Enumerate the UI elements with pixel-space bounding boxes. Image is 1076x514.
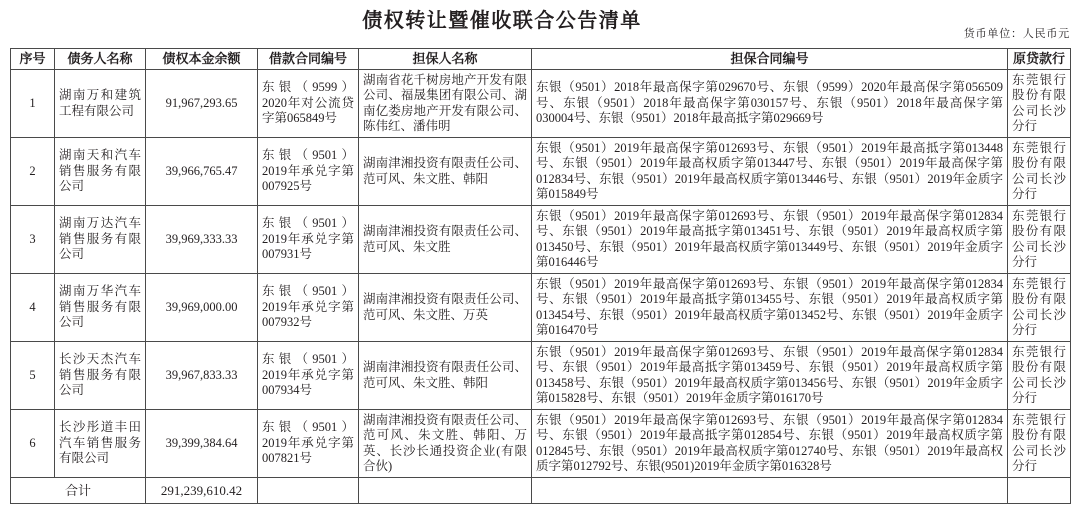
- guarantor-names: 湖南津湘投资有限责任公司、范可风、朱文胜、韩阳: [359, 138, 532, 206]
- guarantee-contract-numbers: 东银（9501）2019年最高保字第012693号、东银（9501）2019年最高抵字第013448号、东银（9501）2019年最高权质字第013447号、东银（9501）2019年最高保字第012834号、东银（9501）2019年最高权质字第013446号、东银（9501）2019年金质字第015849号: [532, 138, 1008, 206]
- original-lender: 东莞银行股份有限公司长沙分行: [1008, 206, 1071, 274]
- original-lender: 东莞银行股份有限公司长沙分行: [1008, 342, 1071, 410]
- row-number: 3: [11, 206, 55, 274]
- loan-contract-number: 东银（9501）2019年承兑字第007821号: [258, 410, 359, 478]
- column-header-loan-contract: 借款合同编号: [258, 49, 359, 70]
- guarantor-names: 湖南省花千树房地产开发有限公司、福晟集团有限公司、湖南亿娄房地产开发有限公司、陈伟红、潘伟明: [359, 70, 532, 138]
- principal-amount: 91,967,293.65: [146, 70, 258, 138]
- row-number: 2: [11, 138, 55, 206]
- currency-unit-note: 货币单位：人民币元: [963, 28, 1070, 40]
- principal-amount: 39,966,765.47: [146, 138, 258, 206]
- debtor-name: 湖南天和汽车销售服务有限公司: [55, 138, 146, 206]
- table-row: [11, 138, 1071, 206]
- empty-cell: [532, 478, 1008, 504]
- original-lender: 东莞银行股份有限公司长沙分行: [1008, 138, 1071, 206]
- guarantor-names: 湖南津湘投资有限责任公司、范可风、朱文胜、韩阳、万英、长沙长通投资企业(有限合伙): [359, 410, 532, 478]
- empty-cell: [1008, 478, 1071, 504]
- guarantee-contract-numbers: 东银（9501）2019年最高保字第012693号、东银（9501）2019年最高保字第012834号、东银（9501）2019年最高抵字第013459号、东银（9501）2019年最高权质字第013458号、东银（9501）2019年最高权质字第013456号、东银（9501）2019年金质字第015828号、东银（9501）2019年金质字第016170号: [532, 342, 1008, 410]
- table-header-row: [11, 49, 1071, 70]
- table-row: [11, 410, 1071, 478]
- principal-amount: 39,969,000.00: [146, 274, 258, 342]
- loan-contract-number: 东银（9501）2019年承兑字第007932号: [258, 274, 359, 342]
- total-amount: 291,239,610.42: [146, 478, 258, 504]
- guarantor-names: 湖南津湘投资有限责任公司、范可风、朱文胜、韩阳: [359, 342, 532, 410]
- table-row: [11, 206, 1071, 274]
- loan-contract-number: 东银（9501）2019年承兑字第007925号: [258, 138, 359, 206]
- guarantee-contract-numbers: 东银（9501）2019年最高保字第012693号、东银（9501）2019年最高保字第012834号、东银（9501）2019年最高抵字第013451号、东银（9501）2019年最高权质字第013450号、东银（9501）2019年最高权质字第013449号、东银（9501）2019年金质字第016446号: [532, 206, 1008, 274]
- page-title: 债权转让暨催收联合公告清单: [362, 10, 642, 32]
- guarantee-contract-numbers: 东银（9501）2018年最高保字第029670号、东银（9599）2020年最高保字第056509号、东银（9501）2018年最高保字第030157号、东银（9501）2018年最高保字第030004号、东银（9501）2018年最高抵字第029669号: [532, 70, 1008, 138]
- column-header-debtor: 债务人名称: [55, 49, 146, 70]
- guarantor-names: 湖南津湘投资有限责任公司、范可风、朱文胜: [359, 206, 532, 274]
- debtor-name: 湖南万和建筑工程有限公司: [55, 70, 146, 138]
- table-row: [11, 70, 1071, 138]
- table-row: [11, 342, 1071, 410]
- column-header-number: 序号: [11, 49, 55, 70]
- column-header-guarantee-contracts: 担保合同编号: [532, 49, 1008, 70]
- empty-cell: [359, 478, 532, 504]
- guarantee-contract-numbers: 东银（9501）2019年最高保字第012693号、东银（9501）2019年最高保字第012834号、东银（9501）2019年最高抵字第012854号、东银（9501）2019年最高权质字第012845号、东银（9501）2019年最高权质字第012740号、东银（9501）2019年最高权质字第012792号、东银(9501)2019年金质字第016328号: [532, 410, 1008, 478]
- row-number: 6: [11, 410, 55, 478]
- original-lender: 东莞银行股份有限公司长沙分行: [1008, 70, 1071, 138]
- total-label: 合计: [11, 478, 146, 504]
- column-header-guarantors: 担保人名称: [359, 49, 532, 70]
- guarantor-names: 湖南津湘投资有限责任公司、范可风、朱文胜、万英: [359, 274, 532, 342]
- claims-table: [10, 48, 1071, 504]
- total-row: [11, 478, 1071, 504]
- table-row: [11, 274, 1071, 342]
- loan-contract-number: 东银（9501）2019年承兑字第007934号: [258, 342, 359, 410]
- principal-amount: 39,969,333.33: [146, 206, 258, 274]
- debtor-name: 长沙天杰汽车销售服务有限公司: [55, 342, 146, 410]
- principal-amount: 39,967,833.33: [146, 342, 258, 410]
- principal-amount: 39,399,384.64: [146, 410, 258, 478]
- row-number: 5: [11, 342, 55, 410]
- row-number: 1: [11, 70, 55, 138]
- guarantee-contract-numbers: 东银（9501）2019年最高保字第012693号、东银（9501）2019年最高保字第012834号、东银（9501）2019年最高抵字第013455号、东银（9501）2019年最高权质字第013454号、东银（9501）2019年最高权质字第013452号、东银（9501）2019年金质字第016470号: [532, 274, 1008, 342]
- loan-contract-number: 东银（9501）2019年承兑字第007931号: [258, 206, 359, 274]
- loan-contract-number: 东银（9599）2020年对公流贷字第065849号: [258, 70, 359, 138]
- original-lender: 东莞银行股份有限公司长沙分行: [1008, 274, 1071, 342]
- debtor-name: 湖南万华汽车销售服务有限公司: [55, 274, 146, 342]
- empty-cell: [258, 478, 359, 504]
- debtor-name: 湖南万达汽车销售服务有限公司: [55, 206, 146, 274]
- row-number: 4: [11, 274, 55, 342]
- original-lender: 东莞银行股份有限公司长沙分行: [1008, 410, 1071, 478]
- column-header-original-lender: 原贷款行: [1008, 49, 1071, 70]
- column-header-principal: 债权本金余额: [146, 49, 258, 70]
- debtor-name: 长沙彤道丰田汽车销售服务有限公司: [55, 410, 146, 478]
